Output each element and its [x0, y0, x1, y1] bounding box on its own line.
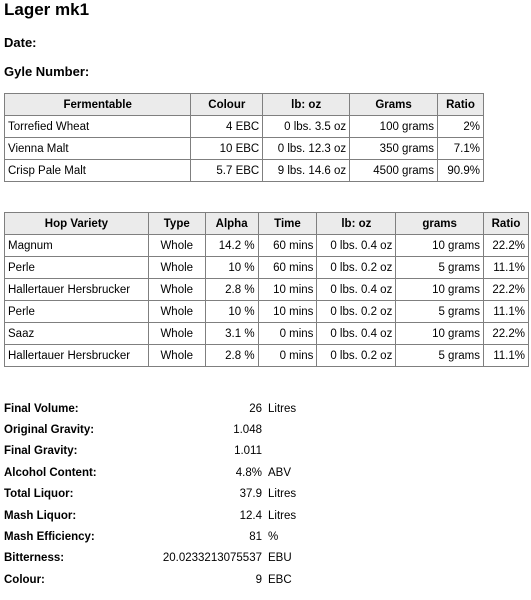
fermentable-colour: 4 EBC — [191, 116, 263, 138]
gyle-number-label: Gyle Number: — [4, 64, 90, 79]
hop-grams: 10 grams — [396, 235, 484, 257]
table-row — [5, 279, 529, 301]
hop-type: Whole — [148, 279, 205, 301]
hop-variety: Hallertauer Hersbrucker — [5, 279, 149, 301]
hop-time: 0 mins — [258, 345, 317, 367]
fermentable-grams: 350 grams — [350, 138, 438, 160]
hop-type: Whole — [148, 235, 205, 257]
summary-unit: Litres — [268, 488, 297, 501]
column-header: lb: oz — [317, 213, 396, 235]
hop-ratio: 11.1% — [484, 301, 529, 323]
column-header: Time — [258, 213, 317, 235]
summary-value: 26 — [249, 402, 262, 415]
hop-ratio: 22.2% — [484, 235, 529, 257]
summary-row-mash-liquor — [4, 505, 296, 526]
hop-alpha: 10 % — [205, 257, 258, 279]
summary-unit: Litres — [268, 509, 297, 522]
summary-label: Mash Efficiency: — [4, 531, 95, 544]
summary-value: 37.9 — [239, 488, 262, 501]
hop-alpha: 2.8 % — [205, 345, 258, 367]
column-header: Alpha — [205, 213, 258, 235]
table-row — [5, 235, 529, 257]
hop-ratio: 22.2% — [484, 323, 529, 345]
fermentable-name: Crisp Pale Malt — [5, 160, 191, 182]
hop-grams: 10 grams — [396, 279, 484, 301]
hop-type: Whole — [148, 301, 205, 323]
summary-value: 81 — [249, 531, 262, 544]
hop-alpha: 14.2 % — [205, 235, 258, 257]
hop-variety: Perle — [5, 301, 149, 323]
hop-ratio: 11.1% — [484, 345, 529, 367]
hop-lb-oz: 0 lbs. 0.2 oz — [317, 257, 396, 279]
summary-unit: Litres — [268, 402, 297, 415]
hop-lb-oz: 0 lbs. 0.2 oz — [317, 301, 396, 323]
table-row — [5, 138, 484, 160]
summary-row-alcohol-content — [4, 462, 296, 483]
date-label: Date: — [4, 35, 37, 50]
hop-time: 0 mins — [258, 323, 317, 345]
hop-time: 60 mins — [258, 257, 317, 279]
summary-label: Final Volume: — [4, 402, 79, 415]
summary-unit: EBC — [268, 573, 292, 586]
column-header: Hop Variety — [5, 213, 149, 235]
hop-type: Whole — [148, 323, 205, 345]
hop-variety: Magnum — [5, 235, 149, 257]
column-header: Ratio — [484, 213, 529, 235]
hop-lb-oz: 0 lbs. 0.4 oz — [317, 279, 396, 301]
summary-value: 20.0233213075537 — [162, 552, 262, 565]
fermentable-lb-oz: 0 lbs. 3.5 oz — [263, 116, 350, 138]
summary-label: Total Liquor: — [4, 488, 74, 501]
summary-row-final-gravity — [4, 441, 296, 462]
hop-alpha: 3.1 % — [205, 323, 258, 345]
summary-value: 4.8% — [235, 466, 262, 479]
summary-value: 1.048 — [233, 424, 262, 437]
column-header: lb: oz — [263, 94, 350, 116]
hop-grams: 10 grams — [396, 323, 484, 345]
summary-label: Colour: — [4, 573, 45, 586]
hop-grams: 5 grams — [396, 301, 484, 323]
recipe-title: Lager mk1 — [4, 0, 90, 19]
hop-time: 10 mins — [258, 279, 317, 301]
hop-type: Whole — [148, 257, 205, 279]
hop-lb-oz: 0 lbs. 0.2 oz — [317, 345, 396, 367]
hop-variety: Saaz — [5, 323, 149, 345]
summary-row-original-gravity — [4, 419, 296, 440]
fermentable-ratio: 90.9% — [438, 160, 484, 182]
table-row — [5, 345, 529, 367]
table-row — [5, 257, 529, 279]
summary-unit — [262, 419, 296, 440]
hop-grams: 5 grams — [396, 345, 484, 367]
fermentable-ratio: 7.1% — [438, 138, 484, 160]
summary-value: 1.011 — [234, 445, 262, 458]
fermentable-grams: 100 grams — [350, 116, 438, 138]
table-row — [5, 116, 484, 138]
hop-grams: 5 grams — [396, 257, 484, 279]
table-row — [5, 160, 484, 182]
column-header: Fermentable — [5, 94, 191, 116]
fermentable-colour: 10 EBC — [191, 138, 263, 160]
hop-time: 60 mins — [258, 235, 317, 257]
summary-unit: EBU — [268, 552, 292, 565]
hop-type: Whole — [148, 345, 205, 367]
hop-time: 10 mins — [258, 301, 317, 323]
summary-label: Alcohol Content: — [4, 466, 97, 479]
table-row — [5, 323, 529, 345]
summary-unit: % — [268, 531, 279, 544]
hop-variety: Perle — [5, 257, 149, 279]
summary-row-mash-efficiency — [4, 526, 296, 547]
table-row — [5, 301, 529, 323]
summary-value: 9 — [255, 573, 262, 586]
recipe-summary — [4, 398, 296, 591]
summary-label: Bitterness: — [4, 552, 65, 565]
hop-alpha: 10 % — [205, 301, 258, 323]
hops-header-row — [5, 213, 529, 235]
fermentable-ratio: 2% — [438, 116, 484, 138]
fermentable-lb-oz: 0 lbs. 12.3 oz — [263, 138, 350, 160]
fermentable-name: Torrefied Wheat — [5, 116, 191, 138]
fermentables-header-row — [5, 94, 484, 116]
fermentable-colour: 5.7 EBC — [191, 160, 263, 182]
summary-label: Original Gravity: — [4, 424, 95, 437]
summary-row-colour — [4, 569, 296, 590]
column-header: Type — [148, 213, 205, 235]
hop-ratio: 11.1% — [484, 257, 529, 279]
summary-value: 12.4 — [239, 509, 262, 522]
hop-lb-oz: 0 lbs. 0.4 oz — [317, 323, 396, 345]
summary-unit: ABV — [268, 466, 292, 479]
summary-label: Final Gravity: — [4, 445, 78, 458]
summary-label: Mash Liquor: — [4, 509, 77, 522]
fermentable-lb-oz: 9 lbs. 14.6 oz — [263, 160, 350, 182]
hop-ratio: 22.2% — [484, 279, 529, 301]
hops-table — [4, 212, 529, 367]
fermentable-name: Vienna Malt — [5, 138, 191, 160]
column-header: Ratio — [438, 94, 484, 116]
summary-row-total-liquor — [4, 484, 296, 505]
summary-row-bitterness — [4, 548, 296, 569]
hop-variety: Hallertauer Hersbrucker — [5, 345, 149, 367]
summary-unit — [262, 441, 296, 462]
hop-lb-oz: 0 lbs. 0.4 oz — [317, 235, 396, 257]
fermentables-table — [4, 93, 484, 182]
summary-row-final-volume — [4, 398, 296, 419]
fermentable-grams: 4500 grams — [350, 160, 438, 182]
column-header: Colour — [191, 94, 263, 116]
column-header: Grams — [350, 94, 438, 116]
column-header: grams — [396, 213, 484, 235]
hop-alpha: 2.8 % — [205, 279, 258, 301]
